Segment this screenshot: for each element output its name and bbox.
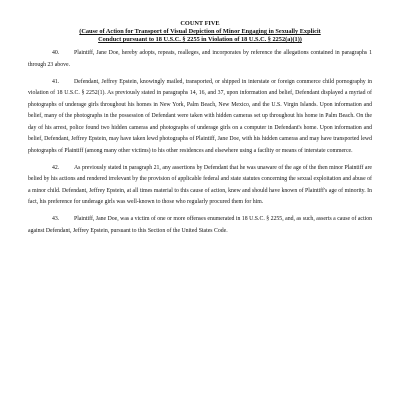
paragraph-number: 42.: [52, 164, 60, 171]
paragraph-41: [28, 77, 372, 158]
count-heading: [28, 20, 372, 44]
paragraph-text: As previously stated in paragraph 21, any assertions by Defendant that he was unaware of the age of the then minor Plaintiff are belied by his actions and rendered irrelevant by the provision of applicable federal and state statutes concerning the sexual exploitation and abuse of a minor child. Defendant, Jeffrey Epstein, at all times material to this cause of action, knew and should have known of Plaintiff's age of minority. In fact, his preference for underage girls was well-known to those who regularly procured them for him.: [28, 164, 372, 205]
paragraph-40: [28, 48, 372, 71]
paragraph-number: 40.: [52, 50, 60, 56]
paragraph-42: [28, 163, 372, 209]
paragraph-text: Plaintiff, Jane Doe, was a victim of one or more offenses enumerated in 18 U.S.C. § 2255, and, as such, asserts a cause of action against Defendant, Jeffrey Epstein, pursuant to this Section of the United States Code.: [28, 216, 372, 234]
paragraph-number: 41.: [52, 78, 60, 85]
paragraph-43: [28, 214, 372, 237]
paragraph-text: Plaintiff, Jane Doe, hereby adopts, repeats, realleges, and incorporates by reference the allegations contained in paragraphs 1 through 23 above.: [28, 50, 372, 68]
count-subtitle-line-2: Conduct pursuant to 18 U.S.C. § 2255 in Violation of 18 U.S.C. § 2252(a)(1)): [98, 36, 302, 43]
paragraph-text: Defendant, Jeffrey Epstein, knowingly mailed, transported, or shipped in interstate or foreign commerce child pornography in violation of 18 U.S.C. § 2252(1). As previously stated in paragraphs 14, 16, and 37, upon information and belief, Defendant displayed a myriad of photographs of underage girls throughout his homes in New York, Palm Beach, New Mexico, and the U.S. Virgin Islands. Upon information and belief, many of the photographs in the possession of Defendant were taken with hidden cameras set up throughout his home in Palm Beach. On the day of his arrest, police found two hidden cameras and photographs of underage girls on a computer in Defendant's home. Upon information and belief, Defendant, Jeffrey Epstein, may have taken lewd photographs of Plaintiff, Jane Doe, with his hidden cameras and may have transported lewd photographs of Plaintiff (among many other victims) to his other residences and elsewhere using a facility or means of interstate commerce.: [28, 78, 372, 154]
count-subtitle-line-1: (Cause of Action for Transport of Visual Depiction of Minor Engaging in Sexually Explicit: [79, 28, 321, 35]
paragraph-number: 43.: [52, 216, 60, 222]
count-title: COUNT FIVE: [180, 20, 220, 27]
